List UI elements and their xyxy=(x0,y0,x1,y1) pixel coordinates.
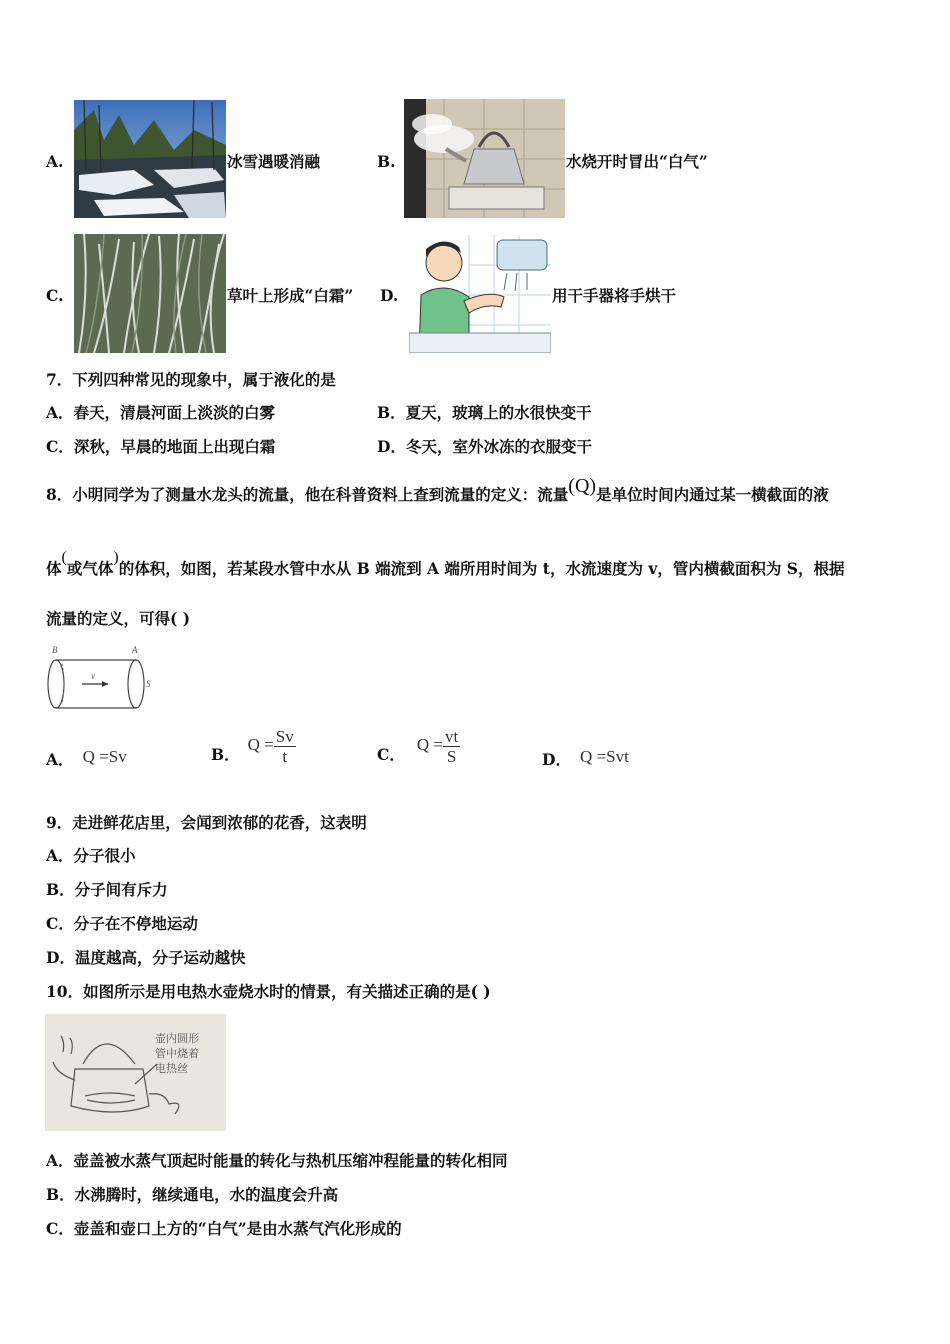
q8-option-a xyxy=(46,748,127,770)
q8-option-b-numerator: Sv xyxy=(275,727,294,746)
q9-option-c: C．分子在不停地运动 xyxy=(46,914,198,933)
q6-option-a-text: 冰雪遇暖消融 xyxy=(227,152,321,171)
snow-melting-photo xyxy=(74,100,226,218)
q10-option-b: B．水沸腾时，继续通电，水的温度会升高 xyxy=(46,1185,339,1204)
q8-option-a-formula: Q =Sv xyxy=(82,747,127,766)
q6-option-d-text: 用干手器将手烘干 xyxy=(552,286,677,305)
q8-line1-q: (Q) xyxy=(568,475,597,497)
pipe-label-s: S xyxy=(146,679,151,689)
q8-option-c xyxy=(377,728,460,767)
q9-stem: 9．走进鲜花店里，会闻到浓郁的花香，这表明 xyxy=(46,813,367,832)
q7-option-c: C．深秋，早晨的地面上出现白霜 xyxy=(46,437,276,456)
electric-kettle-figure xyxy=(45,1014,226,1131)
q6-option-a-label: A. xyxy=(46,152,64,171)
q6-option-c-text: 草叶上形成“白霜” xyxy=(227,286,354,305)
q8-option-b-fraction xyxy=(274,728,296,767)
q7-option-a: A．春天，清晨河面上淡淡的白雾 xyxy=(46,403,276,422)
q8-option-c-fraction xyxy=(443,728,460,767)
q7-option-b: B．夏天，玻璃上的水很快变干 xyxy=(377,403,592,422)
q8-option-b-lhs: Q = xyxy=(247,735,274,754)
q8-option-b xyxy=(211,728,296,767)
q8-line2-a: 体 xyxy=(46,559,62,578)
q8-option-b-label: B． xyxy=(211,745,240,764)
pipe-label-v: v xyxy=(91,671,95,681)
q7-stem: 7．下列四种常见的现象中，属于液化的是 xyxy=(46,370,336,389)
water-pipe-diagram xyxy=(44,642,156,712)
q8-option-d-formula: Q =Svt xyxy=(580,747,629,766)
q9-option-b: B．分子间有斥力 xyxy=(46,880,168,899)
q8-paren-open: ( xyxy=(61,549,67,566)
q8-option-b-denominator: t xyxy=(282,747,288,766)
q7-option-d: D．冬天，室外冰冻的衣服变干 xyxy=(377,437,592,456)
frost-grass-photo xyxy=(74,234,226,353)
q10-option-c: C．壶盖和壶口上方的“白气”是由水蒸气汽化形成的 xyxy=(46,1219,402,1238)
q8-option-c-lhs: Q = xyxy=(416,735,443,754)
kettle-caption-line1: 壶内圆形 xyxy=(155,1032,199,1045)
q6-option-c-label: C. xyxy=(46,286,64,305)
q8-option-c-numerator: vt xyxy=(444,727,459,746)
q8-line1-a: 8．小明同学为了测量水龙头的流量，他在科普资料上查到流量的定义：流量 xyxy=(46,485,569,504)
q10-option-a: A．壶盖被水蒸气顶起时能量的转化与热机压缩冲程能量的转化相同 xyxy=(46,1151,508,1170)
q8-option-c-denominator: S xyxy=(446,747,457,766)
q8-option-d xyxy=(542,748,629,770)
q8-option-c-label: C． xyxy=(377,745,405,764)
q10-stem: 10．如图所示是用电热水壶烧水时的情景，有关描述正确的是( ) xyxy=(46,982,491,1001)
pipe-label-a: A xyxy=(132,645,138,655)
q8-paren-close: ) xyxy=(113,549,119,566)
q6-option-d-label: D. xyxy=(380,286,399,305)
q8-stem-line2 xyxy=(46,549,845,580)
q9-option-d: D．温度越高，分子运动越快 xyxy=(46,948,246,967)
q9-option-a: A．分子很小 xyxy=(46,846,136,865)
q8-line2-b: 或气体 xyxy=(66,559,114,578)
kettle-caption-line2: 管中烧着 xyxy=(155,1047,199,1060)
q8-line2-c: 的体积，如图，若某段水管中水从 B 端流到 A 端所用时间为 t，水流速度为 v，管内横截面积为 S，根据 xyxy=(118,559,845,578)
q6-option-b-text: 水烧开时冒出“白气” xyxy=(566,152,708,171)
q8-option-a-label: A． xyxy=(46,750,74,769)
kettle-caption-line3: 电热丝 xyxy=(155,1062,188,1075)
hand-dryer-illustration xyxy=(409,235,551,353)
kettle-steam-photo xyxy=(404,99,565,218)
pipe-label-b: B xyxy=(52,645,58,655)
q6-option-b-label: B. xyxy=(377,152,396,171)
q8-stem-line3: 流量的定义，可得( ) xyxy=(46,609,191,628)
q8-line1-b: 是单位时间内通过某一横截面的液 xyxy=(596,485,829,504)
q8-option-d-label: D． xyxy=(542,750,571,769)
q8-stem-line1 xyxy=(46,475,829,505)
